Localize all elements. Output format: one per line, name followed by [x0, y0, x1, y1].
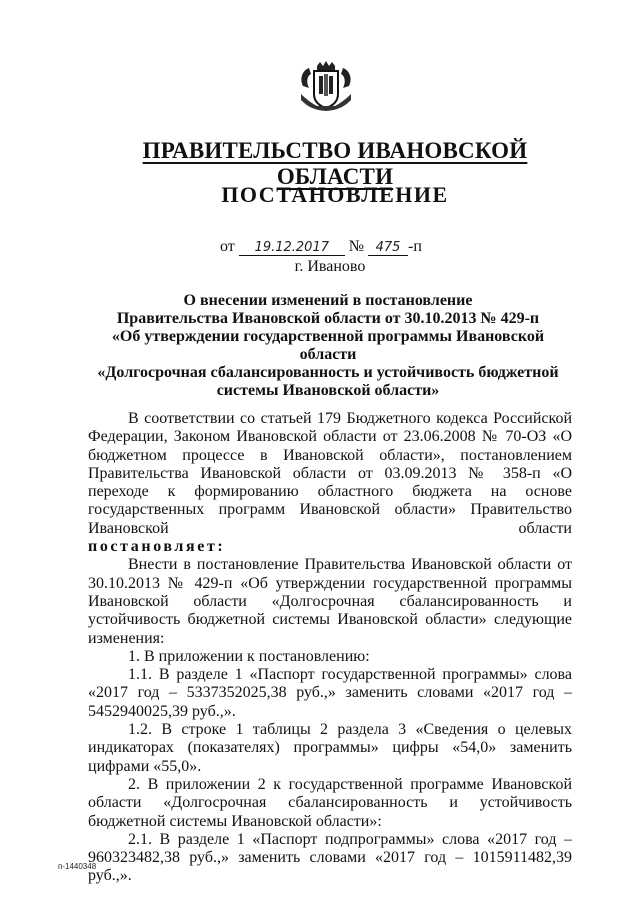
date-prefix: от [220, 238, 235, 255]
number-suffix: -п [408, 238, 422, 255]
item-2: 2. В приложении 2 к государственной программе Ивановской области «Долгосрочная сбалансированность и устойчивость бюджетной системы Ивановской области»: [88, 775, 572, 830]
issuing-city: г. Иваново [294, 258, 366, 275]
intro-paragraph: Внести в постановление Правительства Ивановской области от 30.10.2013 № 429-п «Об утверждении государственной программы Ивановской области «Долгосрочная сбалансированность и устойчивость бюджетной системы Ивановской области» следующие изменения: [88, 556, 572, 647]
preamble-paragraph: В соответствии со статьей 179 Бюджетного кодекса Российской Федерации, Законом Ивановской области от 23.06.2008 № 70-ОЗ «О бюджетном процессе в Ивановской области», постановлением Правительства Ивановской области от 03.09.2013 № 358-п «О переходе к формированию областного бюджета на основе государственных программ Ивановской области» Правительство Ивановской области [88, 410, 572, 537]
subject-line: О внесении изменений в постановление [183, 292, 473, 309]
ivanovo-coat-of-arms-icon [297, 60, 355, 112]
document-type: ПОСТАНОВЛЕНИЕ [221, 182, 449, 207]
document-code: п-1440348 [58, 862, 97, 871]
decree-date: 19.12.2017 [239, 240, 345, 256]
decree-number: 475 [368, 240, 408, 256]
item-1-2: 1.2. В строке 1 таблицы 2 раздела 3 «Сведения о целевых индикаторах (показателях) программы» цифры «54,0» заменить цифрами «55,0». [88, 721, 572, 775]
date-number-line [220, 238, 422, 256]
item-1-1: 1.1. В разделе 1 «Паспорт государственной программы» слова «2017 год – 5337352025,38 руб.,» заменить словами «2017 год – 5452940025,39 руб.,». [88, 666, 572, 720]
subject-line: системы Ивановской области» [216, 382, 440, 399]
number-prefix: № [348, 238, 365, 255]
subject-line: Правительства Ивановской области от 30.10.2013 № 429-п [116, 310, 540, 327]
subject-line: «Об утверждении государственной программы Ивановской области [111, 328, 545, 363]
government-name: ПРАВИТЕЛЬСТВО ИВАНОВСКОЙ ОБЛАСТИ [142, 138, 528, 189]
item-1: 1. В приложении к постановлению: [128, 647, 370, 665]
subject-line: «Долгосрочная сбалансированность и устойчивость бюджетной [97, 364, 559, 381]
item-2-1: 2.1. В разделе 1 «Паспорт подпрограммы» слова «2017 год – 960323482,38 руб.,» заменить словами «2017 год – 1015911482,39 руб.,». [88, 830, 572, 885]
decree-subject [88, 292, 568, 400]
decree-body [88, 410, 572, 886]
resolves-word: постановляет: [88, 538, 226, 556]
